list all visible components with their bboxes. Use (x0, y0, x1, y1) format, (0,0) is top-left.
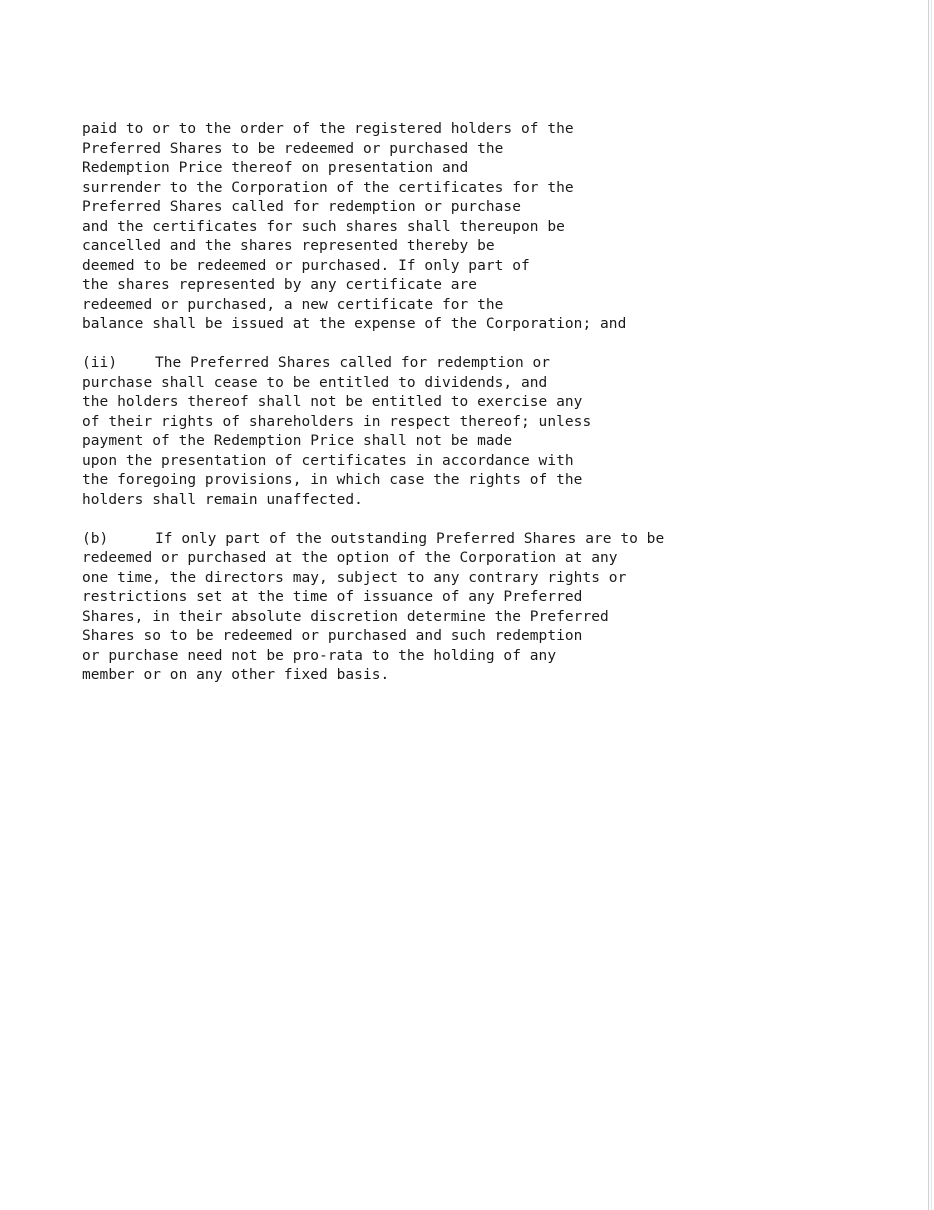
text-line: Redemption Price thereof on presentation and (82, 160, 469, 176)
text-line: payment of the Redemption Price shall not be made (82, 433, 513, 449)
paragraph-marker: (b) (82, 530, 109, 547)
text-line: Preferred Shares called for redemption or purchase (82, 199, 521, 215)
text-line: deemed to be redeemed or purchased. If only part of (82, 257, 530, 274)
text-line: the holders thereof shall not be entitled to exercise any (82, 394, 583, 410)
document-body (82, 120, 664, 686)
text-line (82, 530, 664, 550)
text-line: Shares so to be redeemed or purchased and such redemption (82, 628, 583, 644)
text-line: redeemed or purchased, a new certificate for the (82, 296, 504, 313)
text-line: Shares, in their absolute discretion determine the Preferred (82, 608, 609, 625)
text-line: holders shall remain unaffected. (82, 491, 363, 508)
scan-edge-line (928, 0, 929, 1210)
text-line: purchase shall cease to be entitled to dividends, and (82, 374, 548, 391)
text-line: surrender to the Corporation of the certificates for the (82, 179, 574, 196)
paragraph-b (82, 530, 664, 686)
text-line (82, 354, 664, 374)
paragraph-continuation (82, 120, 664, 335)
text-line: restrictions set at the time of issuance of any Preferred (82, 589, 583, 605)
paragraph-first-line: If only part of the outstanding Preferred Shares are to be (155, 530, 665, 547)
text-line: paid to or to the order of the registered holders of the (82, 121, 574, 137)
text-line: the shares represented by any certificate are (82, 277, 478, 293)
text-line: Preferred Shares to be redeemed or purchased the (82, 140, 504, 157)
paragraph-first-line: The Preferred Shares called for redemption or (155, 355, 551, 371)
paragraph-ii (82, 354, 664, 510)
text-line: member or on any other fixed basis. (82, 667, 390, 683)
text-line: the foregoing provisions, in which case the rights of the (82, 472, 583, 488)
paragraph-marker: (ii) (82, 355, 118, 371)
text-line: and the certificates for such shares shall thereupon be (82, 218, 565, 235)
text-line: of their rights of shareholders in respect thereof; unless (82, 413, 592, 430)
text-line: redeemed or purchased at the option of the Corporation at any (82, 550, 618, 566)
text-line: or purchase need not be pro-rata to the holding of any (82, 647, 557, 664)
text-line: balance shall be issued at the expense of the Corporation; and (82, 316, 627, 332)
text-line: cancelled and the shares represented thereby be (82, 238, 495, 254)
scan-edge-line-secondary (931, 0, 932, 1210)
text-line: upon the presentation of certificates in accordance with (82, 452, 574, 469)
text-line: one time, the directors may, subject to any contrary rights or (82, 569, 627, 586)
